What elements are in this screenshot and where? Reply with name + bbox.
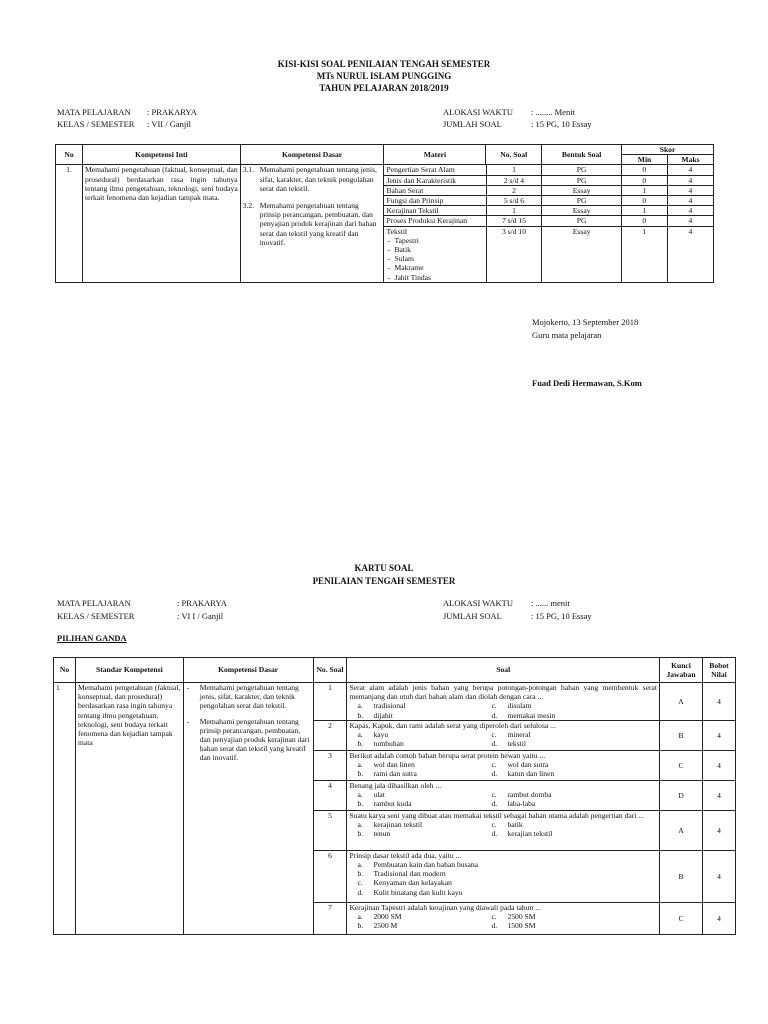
materi-min: 1 [621,206,667,216]
section-title: PILIHAN GANDA [57,633,127,643]
materi-row [384,165,713,175]
materi-name: Bahan Serat [384,185,486,195]
materi-min: 0 [621,216,667,226]
header-materi: Materi [384,145,486,165]
materi-bentuk: PG [542,216,622,226]
alokasi-value: : ...... menit [531,598,570,608]
materi-maks: 4 [667,175,713,185]
materi-maks: 4 [667,196,713,206]
score-weight: 4 [702,780,735,810]
score-weight: 4 [702,850,735,902]
materi-row [384,206,713,216]
score-weight: 4 [702,720,735,750]
option-a: wol dan linen [373,760,415,770]
options-line: b. tenun d. kerajian tekstil [357,829,553,839]
materi-name: Pengertian Serat Alam [384,165,486,175]
materi-list-item: - Makrame [386,263,483,272]
question-number: 7 [313,902,347,934]
materi-maks: 4 [667,226,713,282]
materi-list-item: - Batik [386,245,483,254]
option-c: batik [507,820,523,830]
materi-row [384,196,713,206]
card-title-line: KARTU SOAL [354,563,414,573]
option-a: kayu [373,730,389,740]
option-a: Pembuatan kain dan bahan busana [373,860,479,870]
materi-name: Jenis dan Karakteristik [384,175,486,185]
kd-number: 3.1. [242,165,255,175]
option-b: 2500 M [373,921,398,931]
question-text: Kerajinan Tapestri adalah kerajinan yang diawali pada tahun ... [349,902,541,912]
kartu-soal-table [53,657,736,935]
option-a: tradisional [373,701,406,711]
materi-min: 0 [621,175,667,185]
materi-list-item: - Jahit Tindas [386,273,483,282]
question-cell [347,810,660,850]
options-line: a. 2000 SM c. 2500 SM [357,912,536,922]
option-c: mineral [507,730,531,740]
question-text: Prinsip dasar tekstil ada dua, yaitu ... [349,850,462,860]
header-kd: Kompetensi Dasar [240,145,384,165]
kd-text: Memahami pengetahuan tentang jenis, sifat, karakter, dan teknik pengolahan serat dan tekstil. [259,165,377,193]
alokasi-label: ALOKASI WAKTU [443,107,513,117]
question-number: 4 [313,780,347,810]
answer-key: C [660,902,703,934]
option-d: tekstil [507,739,526,749]
kelas-value: : VI I / Ganjil [177,611,224,621]
options-line: a. wol dan linen c. wol dan sutra [357,760,549,770]
option-c: wol dan sutra [507,760,549,770]
answer-key: C [660,750,703,780]
question-cell [347,780,660,810]
question-number: 6 [313,850,347,902]
jumlah-label: JUMLAH SOAL [443,119,502,129]
materi-min: 0 [621,196,667,206]
answer-key: B [660,850,703,902]
score-weight: 4 [702,750,735,780]
materi-min: 1 [621,185,667,195]
option-a: ulat [373,790,385,800]
option-b: rami dan sutra [373,769,417,779]
materi-min: 1 [621,226,667,282]
materi-nosoal: 7 s/d 15 [486,216,542,226]
option-d: kerajian tekstil [507,829,553,839]
materi-nosoal: 2 s/d 4 [486,175,542,185]
option-d: Kulit binatang dan kulit kayu [373,887,463,897]
materi-nosoal: 1 [486,165,542,175]
materi-bentuk: Essay [542,226,622,282]
doc-title-line: KISI-KISI SOAL PENILAIAN TENGAH SEMESTER [277,59,491,69]
question-row [54,683,736,721]
row-no: 1. [56,165,83,282]
kd-number: 3.2. [242,201,255,211]
option-b: tenun [373,829,391,839]
score-weight: 4 [702,683,735,721]
header-nosoal: No. Soal [313,658,347,683]
kd-text: Memahami pengetahuan tentang prinsip perancangan, pembuatan, dan penyajian produk kerajinan dari bahan serat dan tekstil yang kreatif dan inovatif. [259,201,377,247]
materi-subtable-cell [384,165,714,282]
kd-item: - Memahami pengetahuan tentang prinsip perancangan, pembuatan, dan penyajian produk kerajinan dari bahan serat dan tekstil yang kreatif dan inovatif. [186,717,311,763]
materi-name: Fungsi dan Prinsip [384,196,486,206]
kd-cell [240,165,384,282]
table-row [56,165,714,282]
option-a: kerajinan tekstil [373,820,423,830]
materi-maks: 4 [667,185,713,195]
options-line: b. rami dan sutra d. katun dan linen [357,769,555,779]
question-number: 5 [313,810,347,850]
option-c: 2500 SM [507,912,536,922]
score-weight: 4 [702,810,735,850]
jumlah-value: : 15 PG, 10 Essay [531,611,592,621]
materi-name: Kerajinan Tekstil [384,206,486,216]
options-line: a. tradisional c. disulam [357,701,532,711]
options-line: b. dijahit d. memakai mesin [357,710,556,720]
signature-place-date: Mojokerto, 13 September 2018 [532,317,639,327]
materi-nosoal: 5 s/d 6 [486,196,542,206]
materi-nosoal: 1 [486,206,542,216]
ki-cell: Memahami pengetahuan (faktual, konseptual, dan prosedural) berdasarkan rasa ingin tahunya tentang ilmu pengetahuan, teknologi, seni budaya terkait fenomena dan kejadian tampak mata. [82,165,240,282]
materi-maks: 4 [667,165,713,175]
header-sk: Standar Kompetensi [75,658,183,683]
options-line: d. Kulit binatang dan kulit kayu [357,887,463,897]
question-text: Serat alam adalah jenis bahan yang berupa potongan-potongan bahan yang membentuk serat memanjang dan utuh dari bahan alam dan diolah dengan cara ... [349,683,658,702]
option-d: laba-laba [507,799,536,809]
header-skor: Skor [622,145,714,155]
materi-bentuk: PG [542,175,622,185]
header-kd: Kompetensi Dasar [183,658,313,683]
question-cell [347,720,660,750]
materi-nosoal: 3 s/d 10 [486,226,542,282]
card-title-line: PENILAIAN TENGAH SEMESTER [312,576,456,586]
kelas-value: : VII / Ganjil [147,119,191,129]
options-line: c. Kenyaman dan kelayakan [357,878,452,888]
option-d: memakai mesin [507,710,556,720]
options-line: a. Pembuatan kain dan bahan busana [357,860,479,870]
option-b: rambut kuda [373,799,412,809]
option-c: disulam [507,701,532,711]
header-bobot: Bobot Nilai [702,658,735,683]
question-cell [347,750,660,780]
materi-bentuk: PG [542,165,622,175]
materi-maks: 4 [667,216,713,226]
header-no: No [54,658,76,683]
materi-bentuk: Essay [542,185,622,195]
materi-list-item: - Tapestri [386,236,483,245]
kd-item: - Memahami pengetahuan tentang jenis, sifat, karakter, dan teknik pengolahan serat dan tekstil. [186,683,311,711]
materi-row [384,175,713,185]
answer-key: B [660,720,703,750]
mapel-value: : PRAKARYA [147,107,197,117]
jumlah-value: : 15 PG, 10 Essay [531,119,592,129]
mapel-label: MATA PELAJARAN [57,107,131,117]
option-d: 1500 SM [507,921,536,931]
question-cell [347,902,660,934]
materi-bentuk: PG [542,196,622,206]
option-c: Kenyaman dan kelayakan [373,878,452,888]
header-ki: Kompetensi Inti [82,145,240,165]
materi-name: Proses Produksi Kerajinan [384,216,486,226]
options-line: b. rambut kuda d. laba-laba [357,799,536,809]
option-b: tumbuhan [373,739,404,749]
materi-row [384,185,713,195]
materi-maks: 4 [667,206,713,216]
kisi-kisi-table [55,144,714,283]
mapel-value: : PRAKARYA [177,598,227,608]
sk-cell: Memahami pengetahuan (faktual, konseptual, dan prosedural) berdasarkan rasa ingin tahunya tentang ilmu pengetahuan, teknologi, seni budaya terkait fenomena dan kejadian tampak mata [75,683,183,935]
option-d: katun dan linen [507,769,555,779]
question-number: 1 [313,683,347,721]
kd-cell [183,683,313,935]
header-min: Min [622,155,668,165]
question-text: Berikut adalah contoh bahan berupa serat protein hewan yaitu ... [349,750,546,760]
answer-key: D [660,780,703,810]
signature-role: Guru mata pelajaran [532,330,602,340]
materi-bentuk: Essay [542,206,622,216]
header-no: No [56,145,83,165]
materi-row [384,216,713,226]
materi-min: 0 [621,165,667,175]
kelas-label: KELAS / SEMESTER [57,611,135,621]
header-bentuk: Bentuk Soal [542,145,622,165]
options-line: b. 2500 M d. 1500 SM [357,921,536,931]
kd-item [243,201,382,247]
materi-row [384,226,713,282]
question-cell [347,850,660,902]
option-b: dijahit [373,710,393,720]
options-line: b. Tradisional dan modern [357,869,446,879]
answer-key: A [660,810,703,850]
header-maks: Maks [668,155,714,165]
kd-item [243,165,382,193]
option-a: 2000 SM [373,912,402,922]
row-no: 1 [54,683,76,935]
question-number: 2 [313,720,347,750]
kelas-label: KELAS / SEMESTER [57,119,135,129]
question-text: Suatu karya seni yang dibuat atau memakai tekstil sebagai bahan utama adalah pengertian dari ... [349,810,645,820]
header-nosoal: No. Soal [486,145,542,165]
score-weight: 4 [702,902,735,934]
options-line: b. tumbuhan d. tekstil [357,739,526,749]
signature-name: Fuad Dedi Hermawan, S.Kom [532,378,642,388]
materi-list-item: - Sulam [386,254,483,263]
materi-title: Tekstil [386,226,408,236]
options-line: a. ulat c. rambut domba [357,790,552,800]
header-soal: Soal [347,658,660,683]
option-b: Tradisional dan modern [373,869,446,879]
alokasi-label: ALOKASI WAKTU [443,598,513,608]
materi-name [384,226,486,282]
answer-key: A [660,683,703,721]
alokasi-value: : ........ Menit [531,107,575,117]
jumlah-label: JUMLAH SOAL [443,611,502,621]
mapel-label: MATA PELAJARAN [57,598,131,608]
question-number: 3 [313,750,347,780]
options-line: a. kerajinan tekstil c. batik [357,820,523,830]
doc-title-line: TAHUN PELAJARAN 2018/2019 [319,83,449,93]
materi-nosoal: 2 [486,185,542,195]
question-cell [347,683,660,721]
question-text: Benang jala dihasilkan oleh ... [349,780,442,790]
options-line: a. kayu c. mineral [357,730,531,740]
question-text: Kapas, Kapuk, dan rami adalah serat yang diperoleh dari selulosa ... [349,720,556,730]
option-c: rambut domba [507,790,552,800]
materi-subtable [384,165,713,281]
header-kunci: Kunci Jawaban [660,658,703,683]
doc-title-line: MTs NURUL ISLAM PUNGGING [316,71,452,81]
